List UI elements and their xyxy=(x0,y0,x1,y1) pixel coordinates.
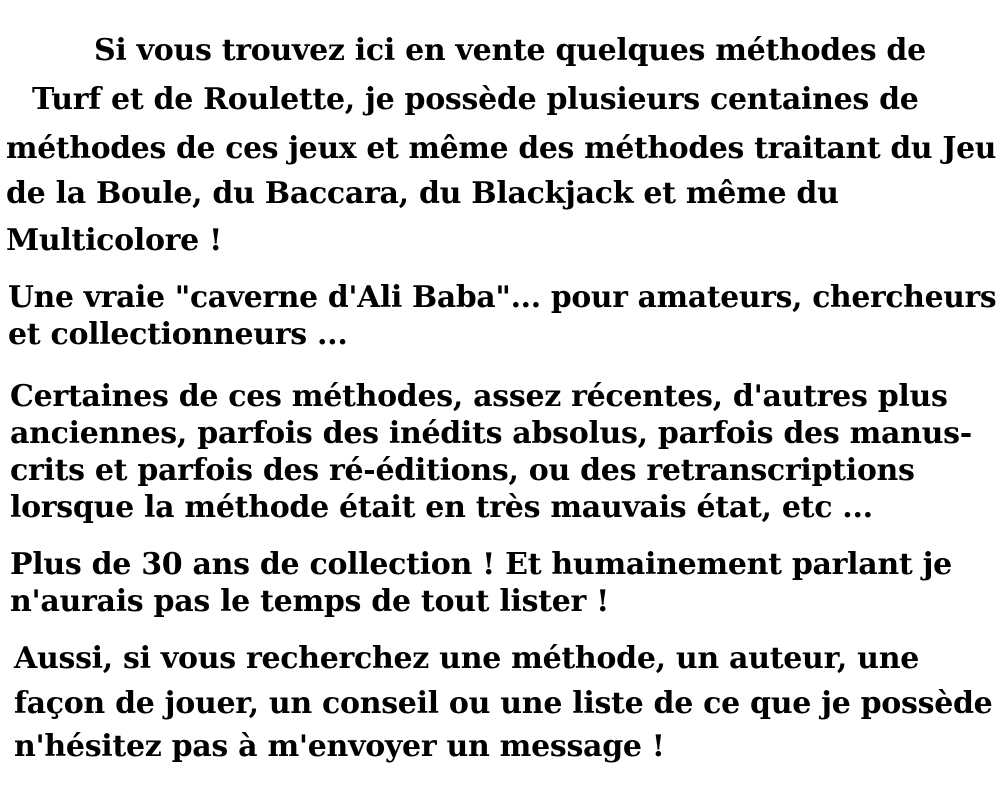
text-line: Une vraie "caverne d'Ali Baba"... pour amateurs, chercheurs xyxy=(8,280,997,315)
text-line: Turf et de Roulette, je possède plusieurs centaines de xyxy=(32,82,919,117)
text-line: Certaines de ces méthodes, assez récentes, d'autres plus xyxy=(10,379,948,414)
text-line: n'aurais pas le temps de tout lister ! xyxy=(10,584,610,619)
text-line: de la Boule, du Baccara, du Blackjack et même du xyxy=(6,176,839,211)
text-line: Si vous trouvez ici en vente quelques méthodes de xyxy=(94,33,926,68)
text-line: Aussi, si vous recherchez une méthode, un auteur, une xyxy=(14,641,919,676)
text-line: méthodes de ces jeux et même des méthodes traitant du Jeu xyxy=(6,131,997,166)
text-line: façon de jouer, un conseil ou une liste de ce que je possède xyxy=(14,686,993,721)
text-line: lorsque la méthode était en très mauvais état, etc ... xyxy=(10,490,873,525)
text-line: anciennes, parfois des inédits absolus, parfois des manus- xyxy=(10,416,972,451)
text-line: Plus de 30 ans de collection ! Et humainement parlant je xyxy=(10,547,952,582)
text-line: n'hésitez pas à m'envoyer un message ! xyxy=(14,729,665,764)
text-line: crits et parfois des ré-éditions, ou des retranscriptions xyxy=(10,453,915,488)
text-line: et collectionneurs ... xyxy=(8,317,348,352)
text-line: Multicolore ! xyxy=(6,223,222,258)
